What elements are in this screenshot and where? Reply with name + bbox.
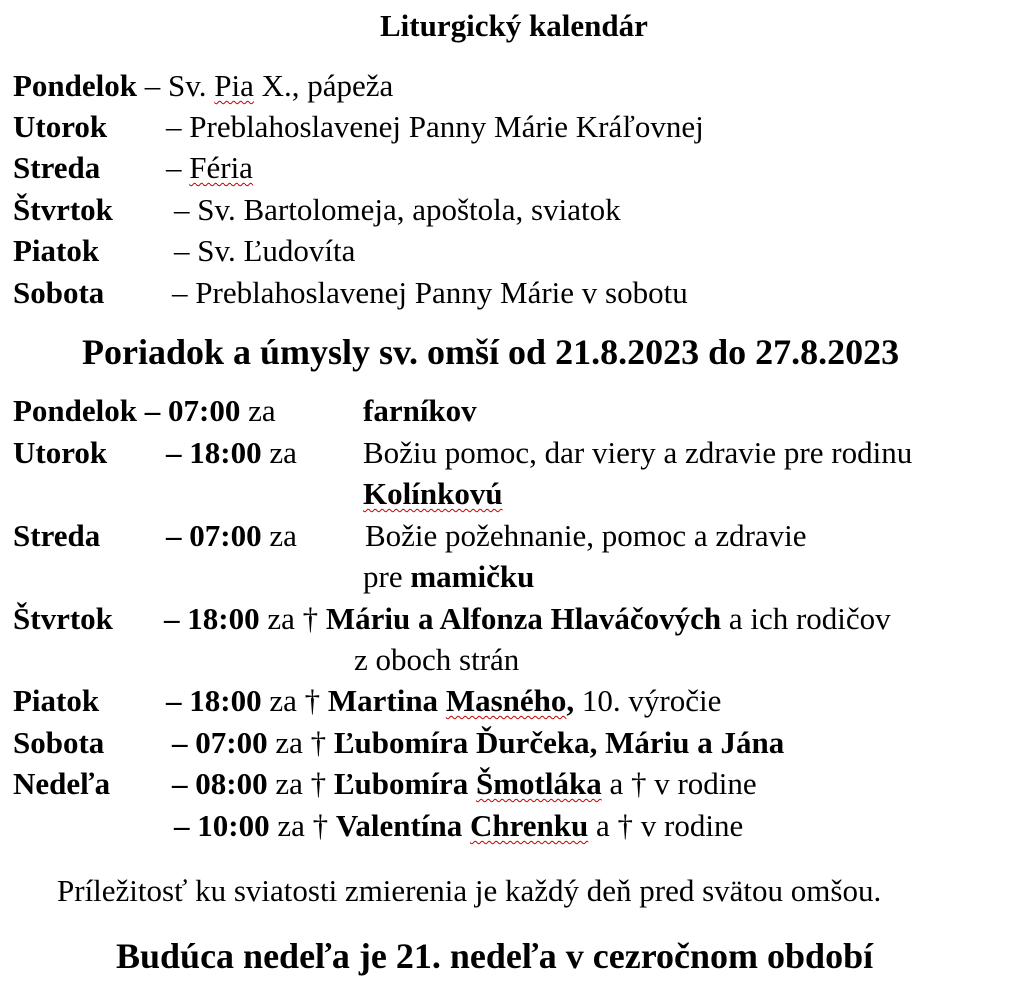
mass-time: – 07:00 xyxy=(144,393,241,428)
mass-time: – 18:00 xyxy=(166,435,262,470)
calendar-dash: – xyxy=(166,150,182,185)
cross-icon: † xyxy=(310,766,327,801)
cross-icon: † xyxy=(617,808,634,843)
calendar-day-tue: Utorok xyxy=(13,109,108,144)
calendar-text: Preblahoslavenej Panny Márie v sobotu xyxy=(195,275,688,310)
mass-za: za xyxy=(267,601,295,636)
calendar-day-thu: Štvrtok xyxy=(13,192,113,227)
mass-row-thu xyxy=(164,599,891,639)
calendar-text-thu xyxy=(174,190,621,230)
mass-time-za xyxy=(166,433,297,473)
mass-intention-name xyxy=(363,474,503,514)
calendar-dash: – xyxy=(166,109,182,144)
calendar-dash: – xyxy=(172,275,188,310)
mass-day: Pondelok xyxy=(13,393,138,428)
mass-za: za xyxy=(275,725,303,760)
intention-name: Martina xyxy=(327,683,446,718)
calendar-text-underlined: Féria xyxy=(189,150,253,185)
mass-time: – 18:00 xyxy=(166,683,262,718)
calendar-text-sat xyxy=(172,273,688,313)
mass-day: Piatok xyxy=(13,683,100,718)
mass-za: za xyxy=(269,683,297,718)
mass-time: – 10:00 xyxy=(174,808,270,843)
mass-time-za xyxy=(166,516,297,556)
calendar-text: Preblahoslavenej Panny Márie Kráľovnej xyxy=(189,109,704,144)
calendar-text-underlined: Pia xyxy=(214,68,254,103)
calendar-text: X., pápeža xyxy=(253,68,394,103)
mass-time: – 07:00 xyxy=(172,725,268,760)
mass-intention-line2 xyxy=(363,557,534,597)
mass-time: – 07:00 xyxy=(166,518,262,553)
mass-za: za xyxy=(275,766,303,801)
mass-row-fri xyxy=(166,681,721,721)
cross-icon: † xyxy=(312,808,329,843)
mass-za: za xyxy=(269,435,297,470)
page-title: Liturgický kalendár xyxy=(380,8,648,43)
mass-za: za xyxy=(248,393,276,428)
calendar-day: Pondelok xyxy=(13,68,138,103)
calendar-text-tue xyxy=(166,107,704,147)
mass-intention: Božie požehnanie, pomoc a zdravie xyxy=(365,518,807,553)
mass-day: Štvrtok xyxy=(13,601,113,636)
intention-name-underlined: Chrenku xyxy=(469,808,589,843)
intention-name: Valentína xyxy=(335,808,470,843)
intention-name: , xyxy=(566,683,575,718)
calendar-dash: – xyxy=(144,68,161,103)
calendar-day-sat: Sobota xyxy=(13,275,105,310)
calendar-day-wed: Streda xyxy=(13,150,101,185)
mass-intention-line2: z oboch strán xyxy=(354,642,520,677)
intention-text: a xyxy=(601,766,631,801)
mass-day: Sobota xyxy=(13,725,105,760)
intention-name-underlined: Kolínkovú xyxy=(363,476,503,511)
intention-name: Máriu a Alfonza Hlaváčových xyxy=(325,601,722,636)
intention-text: a ich rodičov xyxy=(721,601,891,636)
intention-name-underlined: Šmotláka xyxy=(475,766,602,801)
mass-time: – 18:00 xyxy=(164,601,260,636)
mass-row-sat xyxy=(172,723,784,763)
mass-za: za xyxy=(269,518,297,553)
masses-heading: Poriadok a úmysly sv. omší od 21.8.2023 do 27.8.2023 xyxy=(82,332,900,372)
cross-icon: † xyxy=(302,601,319,636)
calendar-text-wed xyxy=(166,148,253,188)
intention-text: 10. výročie xyxy=(574,683,722,718)
calendar-text: Sv. xyxy=(168,68,215,103)
next-sunday-heading: Budúca nedeľa je 21. nedeľa v cezročnom období xyxy=(116,936,874,976)
cross-icon: † xyxy=(304,683,321,718)
mass-day: Utorok xyxy=(13,435,108,470)
mass-row-mon xyxy=(13,391,276,431)
calendar-row-mon xyxy=(13,66,393,106)
calendar-text-fri xyxy=(174,231,355,271)
mass-intention: Božiu pomoc, dar viery a zdravie pre rodinu xyxy=(363,435,913,470)
intention-name: Ľubomíra xyxy=(333,766,476,801)
intention-name: Ľubomíra Ďurčeka, Máriu a Jána xyxy=(333,725,785,760)
intention-name-underlined: Masného xyxy=(445,683,567,718)
mass-intention: farníkov xyxy=(363,393,477,428)
intention-name: mamičku xyxy=(410,559,535,594)
cross-icon: † xyxy=(630,766,647,801)
calendar-dash: – xyxy=(174,192,190,227)
cross-icon: † xyxy=(310,725,327,760)
intention-text: pre xyxy=(363,559,411,594)
mass-time: – 08:00 xyxy=(172,766,268,801)
calendar-dash: – xyxy=(174,233,190,268)
mass-row-sun2 xyxy=(174,806,743,846)
calendar-text: Sv. Ľudovíta xyxy=(197,233,356,268)
mass-day: Streda xyxy=(13,518,101,553)
intention-text: v rodine xyxy=(646,766,757,801)
calendar-text: Sv. Bartolomeja, apoštola, sviatok xyxy=(197,192,621,227)
confession-note: Príležitosť ku sviatosti zmierenia je každý deň pred svätou omšou. xyxy=(57,873,882,908)
mass-day: Nedeľa xyxy=(13,766,111,801)
mass-za: za xyxy=(277,808,305,843)
intention-text: a xyxy=(588,808,618,843)
intention-text: v rodine xyxy=(633,808,744,843)
calendar-day-fri: Piatok xyxy=(13,233,100,268)
mass-row-sun1 xyxy=(172,764,757,804)
